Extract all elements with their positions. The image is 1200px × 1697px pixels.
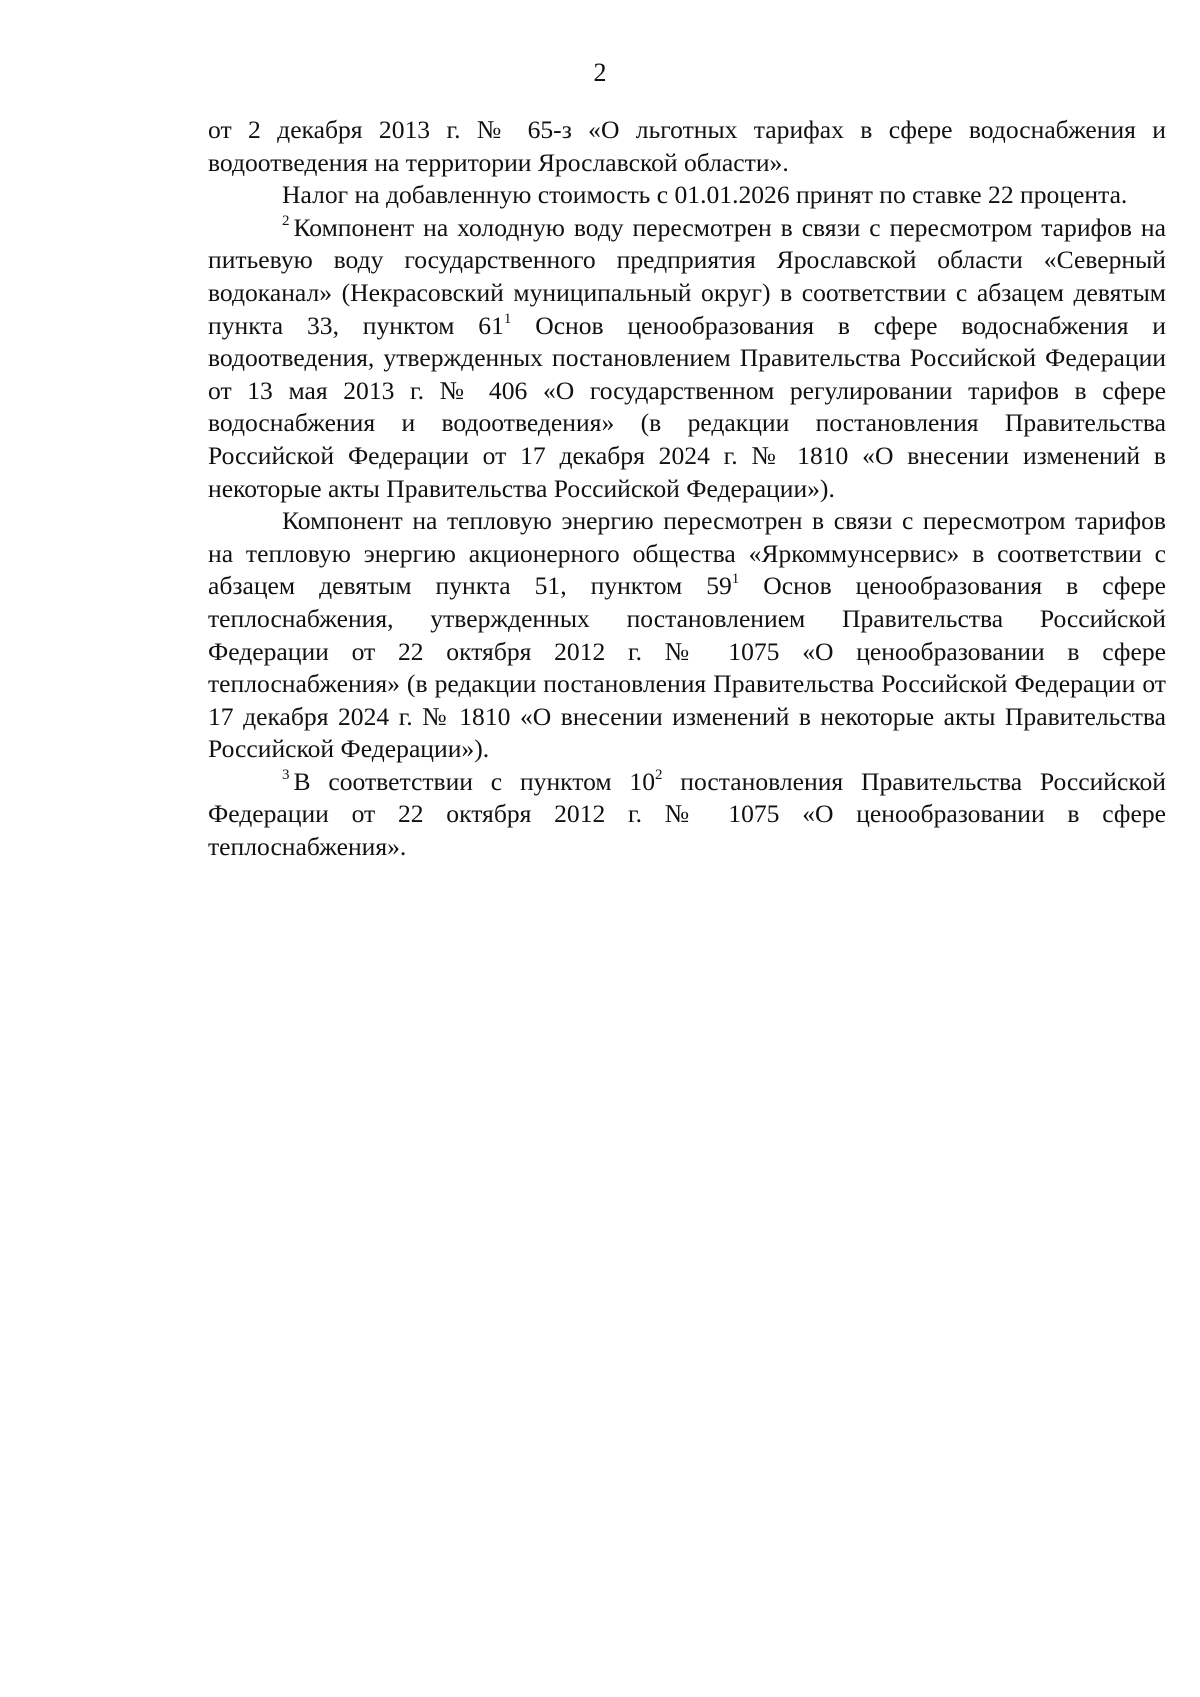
- paragraph-law-reference: [208, 114, 1166, 179]
- text-run: В соответствии с пунктом 10: [293, 766, 655, 796]
- text-run: Компонент на тепловую энергию пересмотрен в связи с пересмотром тарифов на тепловую энергию акционерного общества «Яркоммунсервис» в соответствии с абзацем девятым пункта 51, пунктом 59: [208, 506, 1166, 601]
- text-run: Основ ценообразования в сфере водоснабжения и водоотведения, утвержденных постановлением Правительства Российской Федерации от 13 мая 2013 г. № 406 «О государственном регулировании тарифов в сфере водоснабжения и водоотведения» (в редакции постановления Правительства Российской Федерации от 17 декабря 2024 г. № 1810 «О внесении изменений в некоторые акты Правительства Российской Федерации»).: [208, 310, 1166, 503]
- footnote-marker: 3: [282, 766, 290, 783]
- footnote-3-reference: [208, 766, 1166, 864]
- paragraph-vat-note: [208, 179, 1166, 212]
- text-run: постановления Правительства Российской Федерации от 22 октября 2012 г. № 1075 «О ценообразовании в сфере теплоснабжения».: [208, 766, 1166, 862]
- text-run: Компонент на холодную воду пересмотрен в связи с пересмотром тарифов на питьевую воду государственного предприятия Ярославской области «Северный водоканал» (Некрасовский муниципальный округ) в соответствии с абзацем девятым пункта 33, пунктом 61: [208, 212, 1166, 340]
- paragraph-heat-energy: [208, 505, 1166, 766]
- footnote-2-cold-water: [208, 212, 1166, 505]
- superscript: 1: [731, 571, 740, 588]
- superscript: 1: [503, 310, 512, 327]
- superscript: 2: [655, 766, 663, 783]
- footnote-marker: 2: [282, 212, 290, 229]
- text-run: Налог на добавленную стоимость с 01.01.2026 принят по ставке 22 процента.: [282, 180, 1128, 210]
- text-run: от 2 декабря 2013 г. № 65-з «О льготных тарифах в сфере водоснабжения и водоотведения на территории Ярославской области».: [208, 115, 1166, 177]
- page-number: 2: [593, 58, 607, 87]
- document-body: [208, 114, 1166, 864]
- text-run: Основ ценообразования в сфере теплоснабжения, утвержденных постановлением Правительства Российской Федерации от 22 октября 2012 г. № 1075 «О ценообразовании в сфере теплоснабжения» (в редакции постановления Правительства Российской Федерации от 17 декабря 2024 г. № 1810 «О внесении изменений в некоторые акты Правительства Российской Федерации»).: [208, 571, 1166, 764]
